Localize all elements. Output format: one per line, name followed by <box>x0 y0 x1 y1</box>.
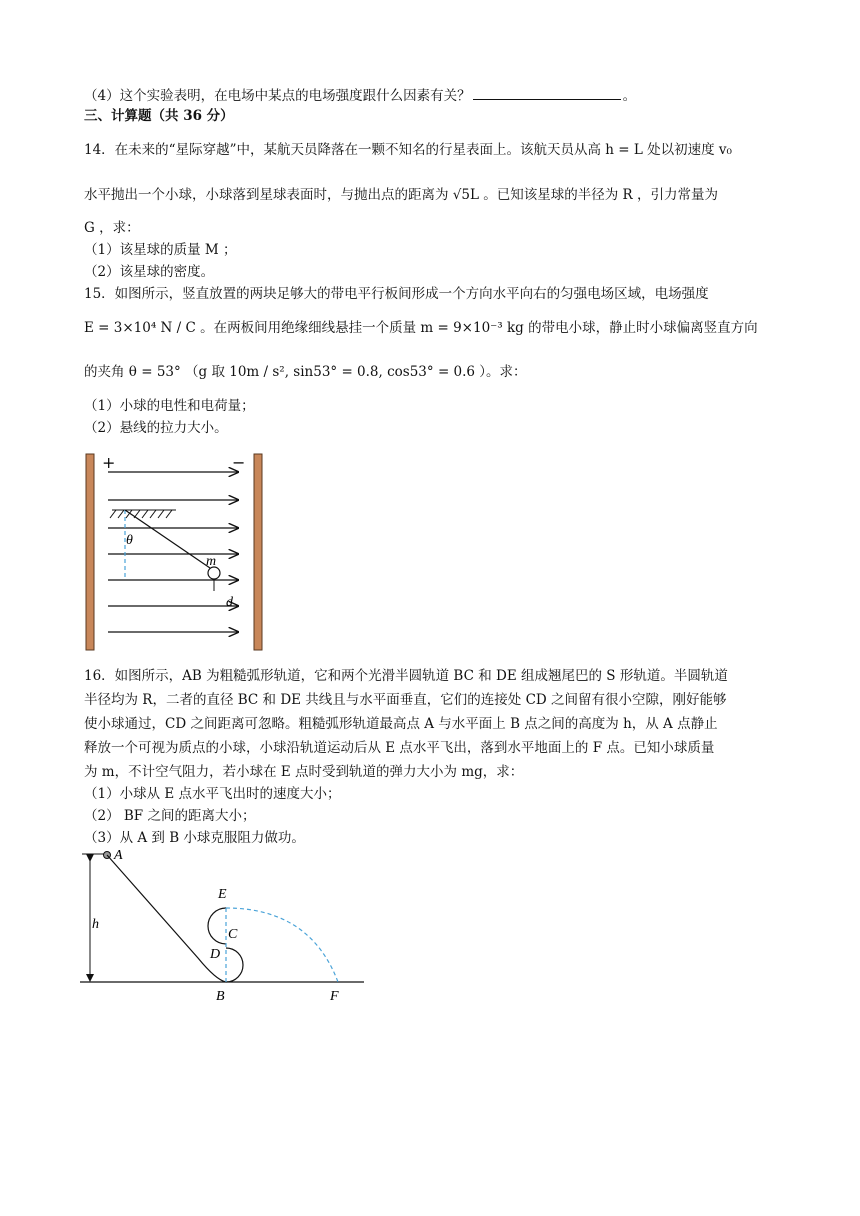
left-plate <box>86 454 94 650</box>
q13-part4-suffix: 。 <box>622 88 637 104</box>
q16-line5: 为 m，不计空气阻力，若小球在 E 点时受到轨道的弹力大小为 mg，求： <box>84 764 524 780</box>
field-lines <box>108 472 238 632</box>
q15-sub2: （2）悬线的拉力大小。 <box>84 420 228 436</box>
answer-blank[interactable] <box>473 85 621 100</box>
q15-sub1: （1）小球的电性和电荷量； <box>84 398 255 414</box>
b-label: B <box>216 989 225 1004</box>
ceiling-support <box>110 510 176 518</box>
electric-field-figure <box>80 448 280 656</box>
semicircle-bc <box>226 948 243 982</box>
q14-line3: G ，求： <box>84 220 140 236</box>
e-label: E <box>218 887 227 902</box>
theta-label: θ <box>126 533 133 548</box>
q16-line3: 使小球通过，CD 之间距离可忽略。粗糙弧形轨道最高点 A 与水平面上 B 点之间的高度为 h，从 A 点静止 <box>84 716 718 732</box>
right-plate <box>254 454 262 650</box>
q15-line3: 的夹角 θ = 53° （g 取 10m / s², sin53° = 0.8, cos53° = 0.6 ）。求： <box>84 364 527 380</box>
q16-line2: 半径均为 R，二者的直径 BC 和 DE 共线且与水平面垂直，它们的连接处 CD 之间留有很小空隙，刚好能够 <box>84 692 727 708</box>
q13-part4 <box>84 85 636 106</box>
h-label: h <box>92 917 99 932</box>
q14-sub1: （1）该星球的质量 M ； <box>84 242 237 258</box>
q15-line2: E = 3×10⁴ N / C 。在两板间用绝缘细线悬挂一个质量 m = 9×10⁻³ kg 的带电小球，静止时小球偏离竖直方向 <box>84 320 758 336</box>
d-label: D <box>210 947 221 962</box>
plus-sign: + <box>102 453 116 472</box>
m-label: m <box>206 554 217 569</box>
f-label: F <box>330 989 339 1004</box>
q16-line4: 释放一个可视为质点的小球，小球沿轨道运动后从 E 点水平飞出，落到水平地面上的 F 点。已知小球质量 <box>84 740 715 756</box>
q16-sub2: （2） BF 之间的距离大小； <box>84 808 256 824</box>
q14-line1: 14．在未来的“星际穿越”中，某航天员降落在一颗不知名的行星表面上。该航天员从高 h = L 处以初速度 v₀ <box>84 142 732 158</box>
semicircle-de <box>208 908 226 944</box>
string <box>125 510 210 568</box>
q13-part4-text: （4）这个实验表明，在电场中某点的电场强度跟什么因素有关？ <box>84 88 471 104</box>
trajectory-ef <box>226 908 338 982</box>
section-title: 三、计算题（共 36 分） <box>84 108 234 124</box>
q14-sub2: （2）该星球的密度。 <box>84 264 215 280</box>
q15-line1: 15．如图所示，竖直放置的两块足够大的带电平行板间形成一个方向水平向右的匀强电场区域，电场强度 <box>84 286 709 302</box>
q16-line1: 16．如图所示，AB 为粗糙弧形轨道，它和两个光滑半圆轨道 BC 和 DE 组成翘尾巴的 S 形轨道。半圆轨道 <box>84 668 728 684</box>
q16-sub1: （1）小球从 E 点水平飞出时的速度大小； <box>84 786 341 802</box>
minus-sign: − <box>232 453 246 472</box>
q16-sub3: （3）从 A 到 B 小球克服阻力做功。 <box>84 830 305 846</box>
d-label: d <box>226 595 233 610</box>
s-track-figure <box>80 846 370 1008</box>
c-label: C <box>228 927 238 942</box>
q14-line2: 水平抛出一个小球，小球落到星球表面时，与抛出点的距离为 √5L 。已知该星球的半径为 R ，引力常量为 <box>84 187 718 203</box>
a-label: A <box>114 848 123 863</box>
ramp-ab <box>107 855 226 982</box>
